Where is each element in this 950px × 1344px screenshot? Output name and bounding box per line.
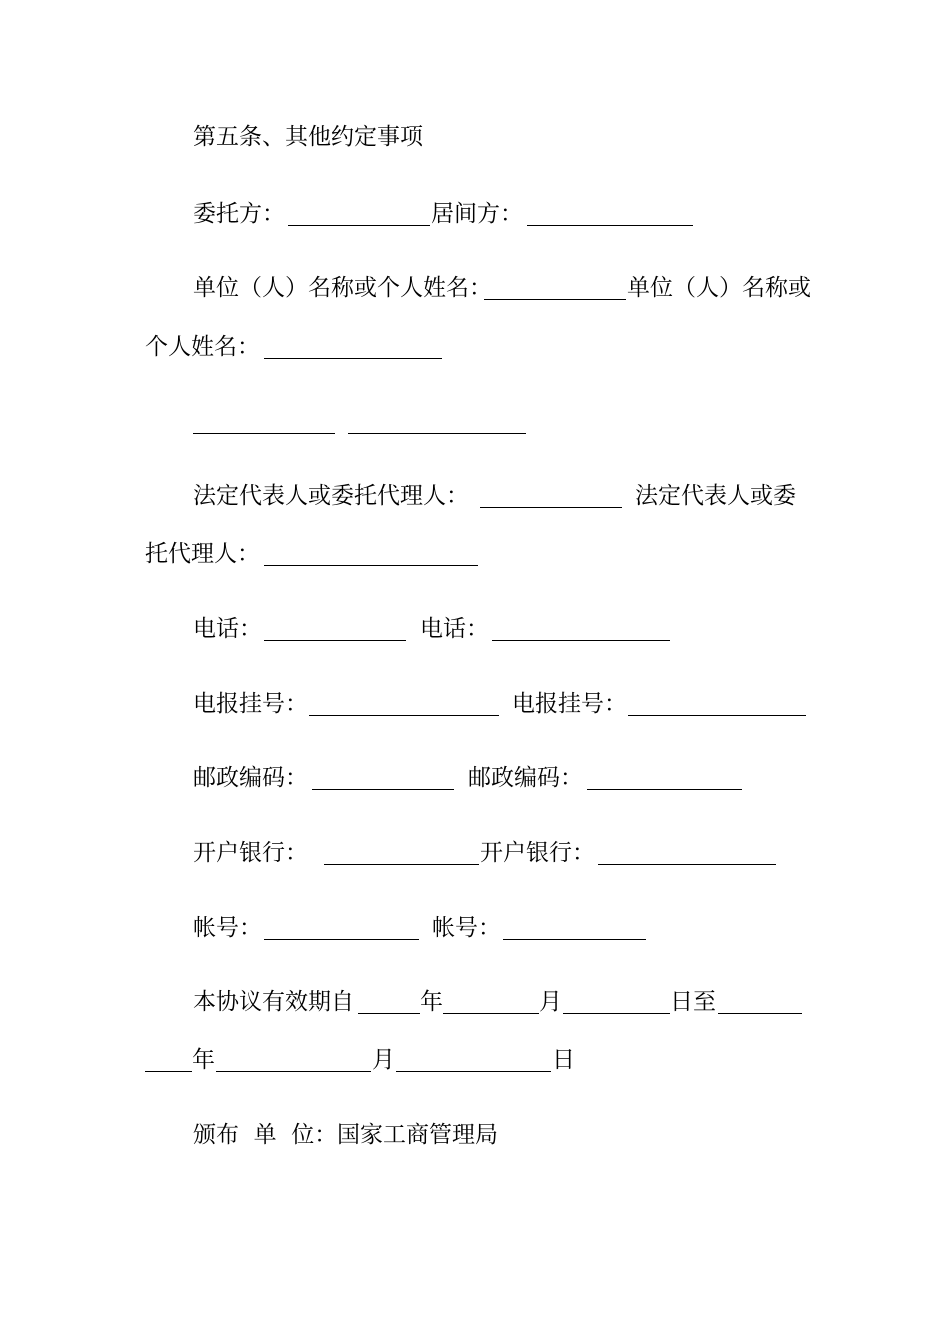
unit-name-blank-client[interactable] (484, 299, 626, 300)
unit-name-line-2 (0, 330, 950, 364)
postcode-blank-client[interactable] (312, 789, 454, 790)
broker-label: 居间方： (431, 201, 523, 227)
start-year-label: 年 (420, 989, 443, 1015)
parties-line (0, 197, 950, 231)
bank-label-client: 开户银行： (193, 840, 308, 866)
unit-name-line-1 (0, 271, 950, 305)
client-label: 委托方： (193, 201, 285, 227)
legal-rep-line-1 (0, 479, 950, 513)
issuer-label: 颁布 单 位： (193, 1122, 338, 1148)
end-day-blank[interactable] (396, 1071, 551, 1072)
end-month-blank[interactable] (216, 1071, 371, 1072)
start-month-blank[interactable] (443, 1013, 539, 1014)
broker-blank[interactable] (527, 225, 693, 226)
unit-name-label-client: 单位（人）名称或个人姓名： (193, 275, 492, 301)
account-blank-client[interactable] (264, 939, 419, 940)
validity-prefix: 本协议有效期自 (193, 989, 354, 1015)
telegraph-line (0, 687, 950, 721)
end-day-label: 日 (552, 1047, 575, 1073)
legal-rep-label-client: 法定代表人或委托代理人： (193, 483, 469, 509)
unit-name-label-broker: 单位（人）名称或 (627, 275, 811, 301)
bank-blank-broker[interactable] (598, 864, 776, 865)
phone-line (0, 612, 950, 646)
postcode-line (0, 761, 950, 795)
phone-label-client: 电话： (193, 616, 262, 642)
unit-name-blank-broker[interactable] (264, 358, 442, 359)
issuer-value: 国家工商管理局 (337, 1122, 498, 1148)
issuer-line (0, 1118, 950, 1152)
extra-blank-client[interactable] (193, 433, 335, 434)
phone-label-broker: 电话： (420, 616, 489, 642)
legal-rep-line-2 (0, 537, 950, 571)
client-blank[interactable] (288, 225, 430, 226)
start-year-blank[interactable] (358, 1013, 420, 1014)
account-label-client: 帐号： (193, 915, 262, 941)
bank-line (0, 836, 950, 870)
start-day-to-label: 日至 (670, 989, 716, 1015)
start-month-label: 月 (539, 989, 562, 1015)
telegraph-blank-client[interactable] (309, 715, 499, 716)
legal-rep-blank-broker[interactable] (264, 565, 478, 566)
section-heading: 第五条、其他约定事项 (193, 124, 423, 150)
bank-label-broker: 开户银行： (480, 840, 595, 866)
start-day-blank[interactable] (563, 1013, 670, 1014)
end-year-label: 年 (192, 1047, 215, 1073)
postcode-label-client: 邮政编码： (193, 765, 308, 791)
blank-line (0, 405, 950, 439)
legal-rep-label-broker: 法定代表人或委 (635, 483, 796, 509)
validity-line-1 (0, 985, 950, 1019)
phone-blank-client[interactable] (264, 640, 406, 641)
telegraph-label-broker: 电报挂号： (512, 691, 627, 717)
account-label-broker: 帐号： (432, 915, 501, 941)
end-year-blank-b[interactable] (145, 1071, 192, 1072)
telegraph-label-client: 电报挂号： (193, 691, 308, 717)
bank-blank-client[interactable] (324, 864, 479, 865)
legal-rep-label-broker-cont: 托代理人： (145, 541, 260, 567)
extra-blank-broker[interactable] (348, 433, 526, 434)
unit-name-label-broker-cont: 个人姓名： (145, 334, 260, 360)
phone-blank-broker[interactable] (492, 640, 670, 641)
legal-rep-blank-client[interactable] (480, 507, 622, 508)
postcode-blank-broker[interactable] (587, 789, 742, 790)
heading-line (0, 120, 950, 154)
telegraph-blank-broker[interactable] (628, 715, 806, 716)
end-year-blank-a[interactable] (718, 1013, 802, 1014)
account-line (0, 911, 950, 945)
end-month-label: 月 (372, 1047, 395, 1073)
validity-line-2 (0, 1043, 950, 1077)
account-blank-broker[interactable] (503, 939, 646, 940)
postcode-label-broker: 邮政编码： (468, 765, 583, 791)
